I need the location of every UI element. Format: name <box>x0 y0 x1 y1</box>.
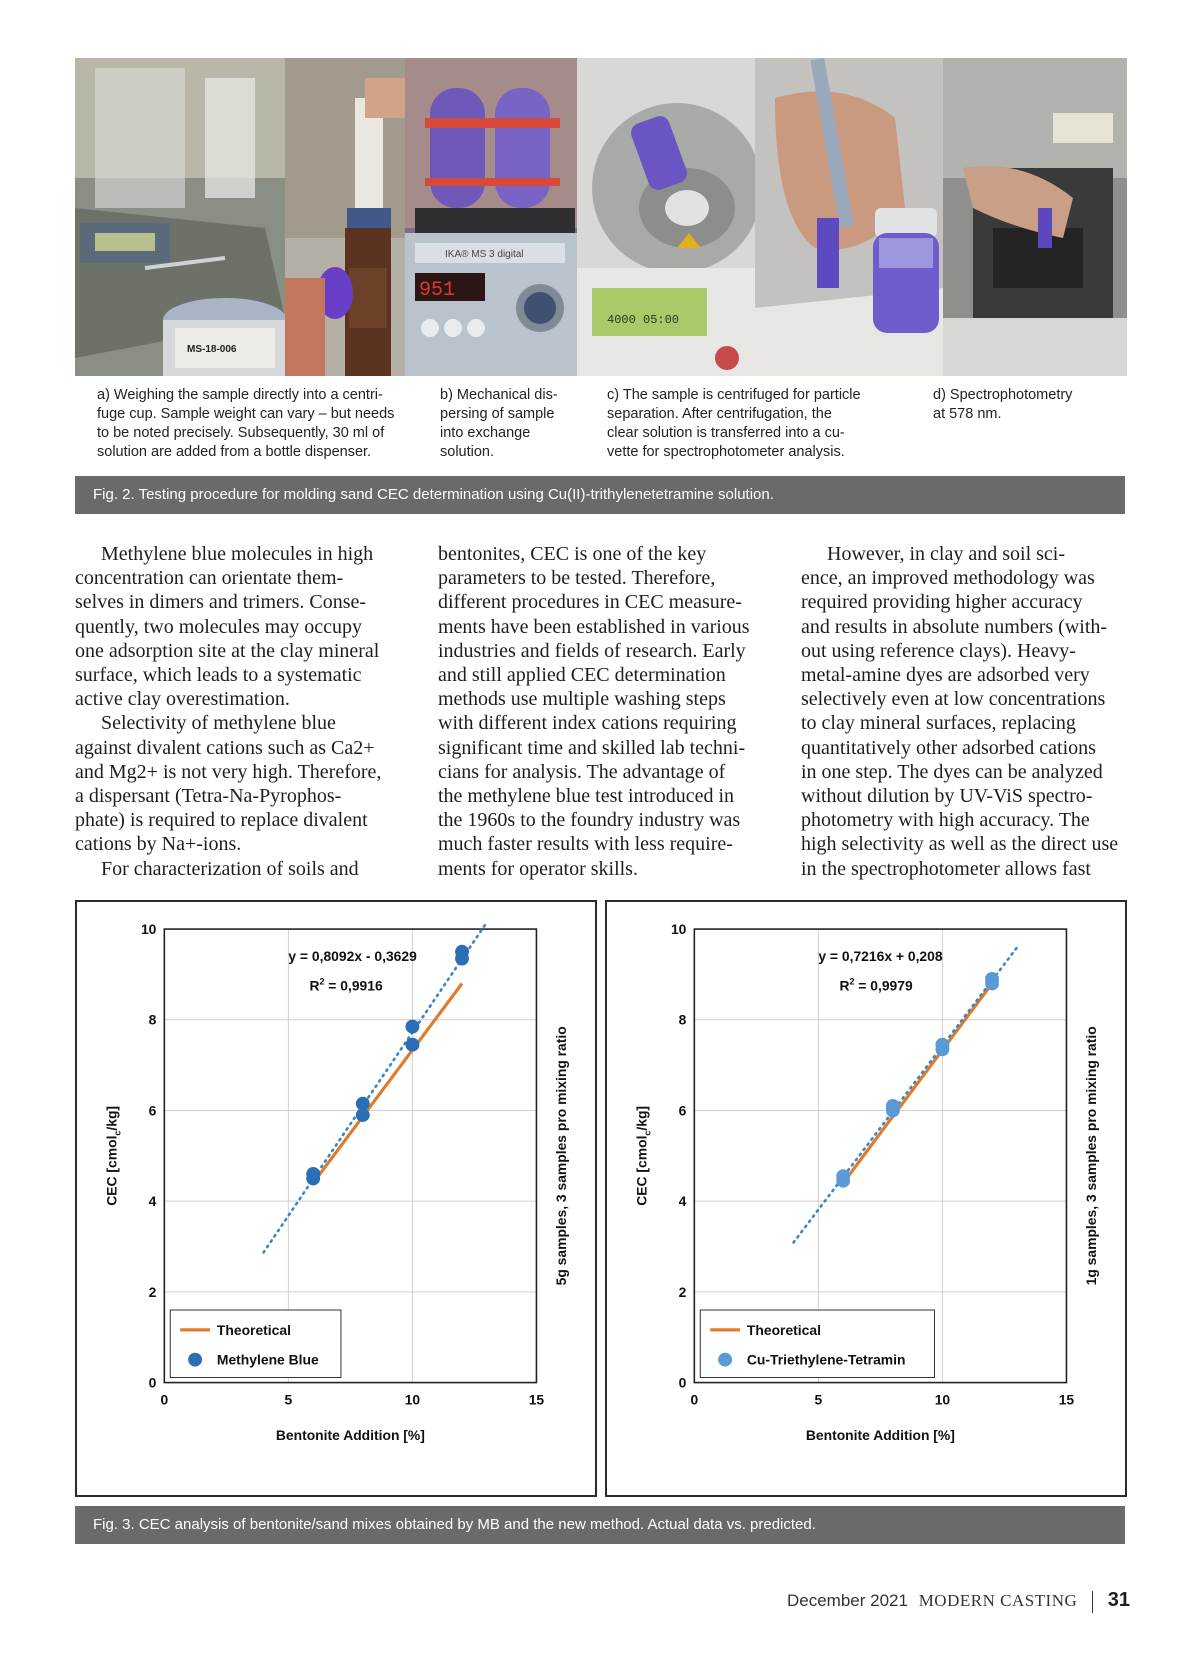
caption-d: d) Spectrophotometry at 578 nm. <box>933 387 1073 422</box>
stirrer-brand-text: IKA® MS 3 digital <box>445 249 524 260</box>
paragraph: bentonites, CEC is one of the key parameters to be tested. Therefore, different procedures in CEC measure- ments have been established in various industries and fields of research. Early and still applied CEC determination methods use multiple washing steps with different index cations requiring significant time and skilled lab techni- cians for analysis. The advantage of the methylene blue test introduced in the 1960s to the foundry industry was much faster results with less require- ments for operator skills. <box>438 543 750 880</box>
x-tick-label: 10 <box>404 1391 421 1408</box>
caption-b: b) Mechanical dis- persing of sample into exchange solution. <box>440 387 558 460</box>
sample-label-text: MS-18-006 <box>187 344 237 355</box>
legend-label: Cu-Triethylene-Tetramin <box>746 1351 906 1368</box>
text-column-1 <box>75 542 397 881</box>
regression-equation: y = 0,7216x + 0,208 <box>818 947 943 964</box>
legend-label: Methylene Blue <box>216 1351 319 1368</box>
data-point <box>405 1038 419 1052</box>
text-column-3 <box>801 542 1123 881</box>
stirrer-display-text: 951 <box>419 279 456 302</box>
photo-pipetting <box>755 58 943 376</box>
data-point <box>935 1038 949 1052</box>
paragraph: However, in clay and soil sci- ence, an improved methodology was required providing higher accuracy and results in absolute numbers (with- out using reference clays). Heavy- metal-amine dyes are adsorbed very selectively even at low concentrations to clay mineral surfaces, replacing quantitatively other adsorbed cations in one step. The dyes can be analyzed without dilution by UV-ViS spectro- photometry with high accuracy. The high selectivity as well as the direct use in the spectrophotometer allows fast <box>801 543 1119 880</box>
x-tick-label: 5 <box>284 1391 293 1408</box>
y-tick-label: 6 <box>148 1102 157 1119</box>
chart-cu-trien <box>605 900 1127 1497</box>
data-point <box>356 1097 370 1111</box>
data-point <box>836 1169 850 1183</box>
data-point <box>306 1167 320 1181</box>
paragraph: Selectivity of methylene blue against divalent cations such as Ca2+ and Mg2+ is not very high. Therefore, a dispersant (Tetra-Na-Pyrophos- phate) is required to replace divalent cations by Na+-ions. <box>75 712 382 856</box>
magazine-name: MODERN CASTING <box>918 1591 1078 1610</box>
fig2-caption: Fig. 2. Testing procedure for molding sand CEC determination using Cu(II)-trithylenetetramine solution. <box>75 476 1125 514</box>
x-tick-label: 0 <box>160 1391 169 1408</box>
theoretical-line <box>313 984 462 1184</box>
data-point <box>455 945 469 959</box>
text-column-2 <box>438 542 760 881</box>
y-axis-label: CEC [cmol$_c$/kg] <box>103 1105 123 1206</box>
y-tick-label: 8 <box>148 1011 157 1028</box>
issue-date: December 2021 <box>786 1591 908 1610</box>
y-tick-label: 4 <box>148 1193 157 1210</box>
page-footer <box>787 1585 1130 1615</box>
photo-spectrophotometer <box>943 58 1127 376</box>
side-label: 1g samples, 3 samples pro mixing ratio <box>1083 1026 1100 1286</box>
side-label: 5g samples, 3 samples pro mixing ratio <box>553 1026 570 1286</box>
photo-magnetic-stirrer <box>405 58 577 376</box>
y-tick-label: 0 <box>148 1374 157 1391</box>
chart-methylene-blue <box>75 900 597 1497</box>
caption-c: c) The sample is centrifuged for particle separation. After centrifugation, the clear solution is transferred into a cu- vette for spectrophotometer analysis. <box>607 387 861 460</box>
procedure-photo-strip <box>75 58 1127 376</box>
x-tick-label: 10 <box>934 1391 951 1408</box>
footer-divider <box>1092 1591 1093 1613</box>
photo-weighing-sample <box>75 58 285 376</box>
r-squared: $R^2 = 0,9916$ <box>309 976 383 994</box>
y-axis-label: CEC [cmol$_c$/kg] <box>633 1105 653 1206</box>
y-tick-label: 6 <box>678 1102 687 1119</box>
paragraph: For characterization of soils and <box>101 857 359 880</box>
photo-centrifuge <box>577 58 755 376</box>
r-squared: $R^2 = 0,9979$ <box>839 976 913 994</box>
y-tick-label: 8 <box>678 1011 687 1028</box>
x-axis-label: Bentonite Addition [%] <box>805 1427 955 1444</box>
x-tick-label: 5 <box>814 1391 823 1408</box>
theoretical-line <box>843 984 992 1184</box>
y-tick-label: 10 <box>670 921 687 938</box>
caption-a: a) Weighing the sample directly into a centri- fuge cup. Sample weight can vary – but needs to be noted precisely. Subsequently, 30 ml of solution are added from a bottle dispenser. <box>97 387 395 460</box>
x-tick-label: 15 <box>528 1391 545 1408</box>
chart-svg <box>607 902 1125 1495</box>
regression-equation: y = 0,8092x - 0,3629 <box>288 947 417 964</box>
y-tick-label: 0 <box>678 1374 687 1391</box>
y-tick-label: 4 <box>678 1193 687 1210</box>
y-tick-label: 2 <box>678 1283 687 1300</box>
x-tick-label: 0 <box>690 1391 699 1408</box>
photo-bottle-dispenser <box>285 58 405 376</box>
legend-swatch-point <box>188 1353 202 1367</box>
x-axis-label: Bentonite Addition [%] <box>275 1427 425 1444</box>
fig3-caption: Fig. 3. CEC analysis of bentonite/sand mixes obtained by MB and the new method. Actual data vs. predicted. <box>75 1506 1125 1544</box>
legend-label: Theoretical <box>216 1321 291 1338</box>
data-point <box>886 1099 900 1113</box>
legend-label: Theoretical <box>746 1321 821 1338</box>
chart-svg <box>77 902 595 1495</box>
page-number: 31 <box>1107 1589 1130 1611</box>
centrifuge-display-text: 4000 05:00 <box>607 313 680 327</box>
y-tick-label: 2 <box>148 1283 157 1300</box>
paragraph: Methylene blue molecules in high concentration can orientate them- selves in dimers and trimers. Conse- quently, two molecules may occupy one adsorption site at the clay mineral surface, which leads to a systematic active clay overestimation. <box>75 543 380 711</box>
trendline <box>264 922 487 1252</box>
data-point <box>985 972 999 986</box>
data-point <box>405 1020 419 1034</box>
x-tick-label: 15 <box>1058 1391 1075 1408</box>
y-tick-label: 10 <box>140 921 157 938</box>
legend-swatch-point <box>718 1353 732 1367</box>
